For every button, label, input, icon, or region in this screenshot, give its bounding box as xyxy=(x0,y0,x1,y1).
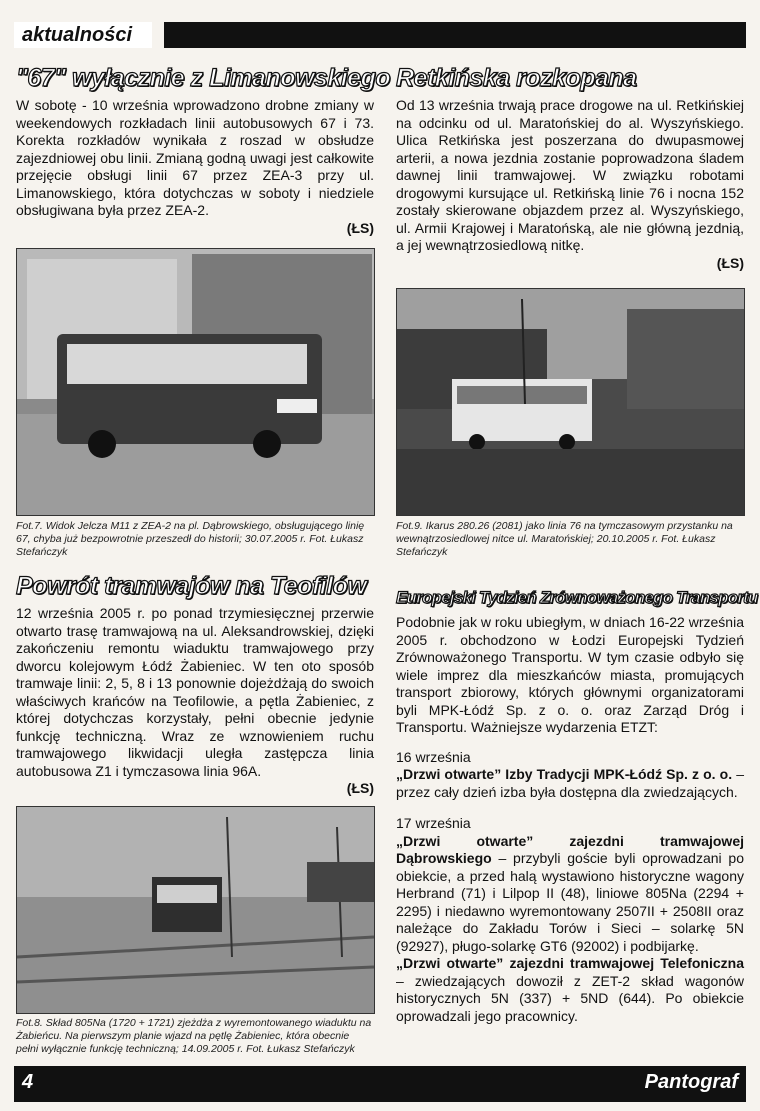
article-signature: (ŁS) xyxy=(346,780,374,796)
event-name: „Drzwi otwarte” zajezdni tramwajowej Telefoniczna xyxy=(396,955,744,971)
article-title: Retkińska rozkopana xyxy=(396,64,637,92)
page-number: 4 xyxy=(22,1071,34,1093)
event-item xyxy=(396,749,744,802)
event-description xyxy=(396,955,744,1025)
magazine-name: Pantograf xyxy=(644,1071,738,1093)
event-date: 17 września xyxy=(396,815,471,831)
caption-photo-9 xyxy=(396,520,744,559)
event-text: – przybyli goście byli oprowadzani po obiekcie, a przed halą wystawiono historyczne wagony Herbrand (71) i Lilpop II (48), liniowe 805Na (2294 + 2295) i niedawno wyremontowany 2507II + 2508II oraz należące do Zakładu Torów i Sieci – solarkę 5N (92927), pługo-solarkę GT6 (92002) i podbijarkę. xyxy=(396,850,744,954)
article-body: 12 września 2005 r. po ponad trzymiesięcznej przerwie otwarto trasę tramwajową na ul. Aleksandrowskiej, dzięki zakończeniu remontu wiaduktu tramwajowego przy dworcu kolejowym Łódź Żabieniec. W ten oto sposób tramwaje linii: 2, 5, 8 i 13 ponownie dojeżdżają do swoich właściwych krańców na Teofilowie, a pętla Żabieniec, z której dotychczas korzystały, pełni obecnie jedynie funkcję techniczną. Wraz ze wznowieniem ruchu tramwajowego likwidacji uległa zastępcza linia autobusowa Z1 i tymczasowa linia 96A. xyxy=(16,605,374,779)
article-signature: (ŁS) xyxy=(346,219,374,236)
photo-caption: Fot.7. Widok Jelcza M11 z ZEA-2 na pl. Dąbrowskiego, obsługującego linię 67, chyba już bezpowrotnie przeszedł do historii; 30.07.2005 r. Fot. Łukasz Stefańczyk xyxy=(16,520,365,558)
article-title: Powrót tramwajów na Teofilów xyxy=(16,572,367,600)
photo-ikarus-bus xyxy=(396,288,745,516)
event-name: „Drzwi otwarte” Izby Tradycji MPK-Łódź Sp. z o. o. xyxy=(396,766,733,782)
header-bar xyxy=(164,22,746,48)
event-date: 16 września xyxy=(396,748,471,765)
article-limanowskiego xyxy=(16,64,391,236)
section-header xyxy=(14,16,746,54)
caption-photo-7 xyxy=(16,520,374,559)
photo-caption: Fot.9. Ikarus 280.26 (2081) jako linia 76 na tymczasowym przystanku na wewnątrzosiedlowej nitce ul. Maratońskiej; 20.10.2005 r. Fot. Łukasz Stefańczyk xyxy=(396,520,733,558)
caption-photo-8 xyxy=(16,1017,374,1056)
page-footer xyxy=(14,1066,746,1102)
article-title: "67" wyłącznie z Limanowskiego xyxy=(16,64,391,92)
article-retkinska xyxy=(396,64,744,271)
article-body: W sobotę - 10 września wprowadzono drobne zmiany w weekendowych rozkładach linii autobusowych 67 i 73. Korekta rozkładów wynikała z roszad w obsłudze zajezdniowej obu linii. Zmianą godną uwagi jest całkowite przejęcie obsługi linii 67 przez ZEA-3 przy ul. Limanowskiego, która dotychczas w soboty i niedziele obsługiwana była przez ZEA-2. xyxy=(16,97,374,218)
photo-jelcz-bus xyxy=(16,248,375,516)
photo-caption: Fot.8. Skład 805Na (1720 + 1721) zjeżdża z wyremontowanego wiaduktu na Żabieńcu. Na pierwszym planie wjazd na pętlę Żabieniec, która obecnie pełni wyłącznie funkcję techniczną; 14.09.2005 r. Fot. Łukasz Stefańczyk xyxy=(16,1017,372,1055)
event-text: – przez cały dzień izba była dostępna dla zwiedzających. xyxy=(396,766,744,800)
section-label: aktualności xyxy=(14,22,152,48)
article-body: Od 13 września trwają prace drogowe na ul. Retkińskiej na odcinku od ul. Maratońskiej do al. Wyszyńskiego. Ulica Retkińska jest poszerzana do dwupasmowej arterii, a nowa jezdnia zostanie poprowadzona śladem dawnej linii tramwajowej. W związku robotami drogowymi kursujące ul. Retkińską linie 76 i nocna 152 zostały skierowane objazdem przez al. Wyszyńskiego, ul. Armii Krajowej i Maratońską, ale nie główną jezdnią, a jej wewnątrzosiedlową nitkę. xyxy=(396,97,744,253)
event-description xyxy=(396,833,744,956)
event-item xyxy=(396,815,744,955)
photo-tram-viaduct xyxy=(16,806,375,1014)
article-etzt xyxy=(396,588,758,1025)
event-description xyxy=(396,766,744,801)
event-item xyxy=(396,955,744,1025)
article-title: Europejski Tydzień Zrównoważonego Transportu xyxy=(396,588,758,607)
article-intro: Podobnie jak w roku ubiegłym, w dniach 16-22 września 2005 r. obchodzono w Łodzi Europejski Tydzień Zrównoważonego Transportu. W tym czasie odbyło się wiele imprez dla mieszkańców miasta, promujących transport zbiorowy, których głównymi organizatorami byli MPK-Łódź Sp. z o. o. oraz Zarząd Dróg i Transportu. Ważniejsze wydarzenia ETZT: xyxy=(396,614,744,735)
event-name: „Drzwi otwarte” zajezdni tramwajowej Dąbrowskiego xyxy=(396,832,744,866)
article-signature: (ŁS) xyxy=(716,254,744,271)
event-text: – zwiedzających dowoził z ZET-2 skład wagonów historycznych 5N (337) + 5ND (644). Po obiekcie oprowadzali jego pracownicy. xyxy=(396,972,744,1024)
article-teofilow xyxy=(16,572,374,796)
